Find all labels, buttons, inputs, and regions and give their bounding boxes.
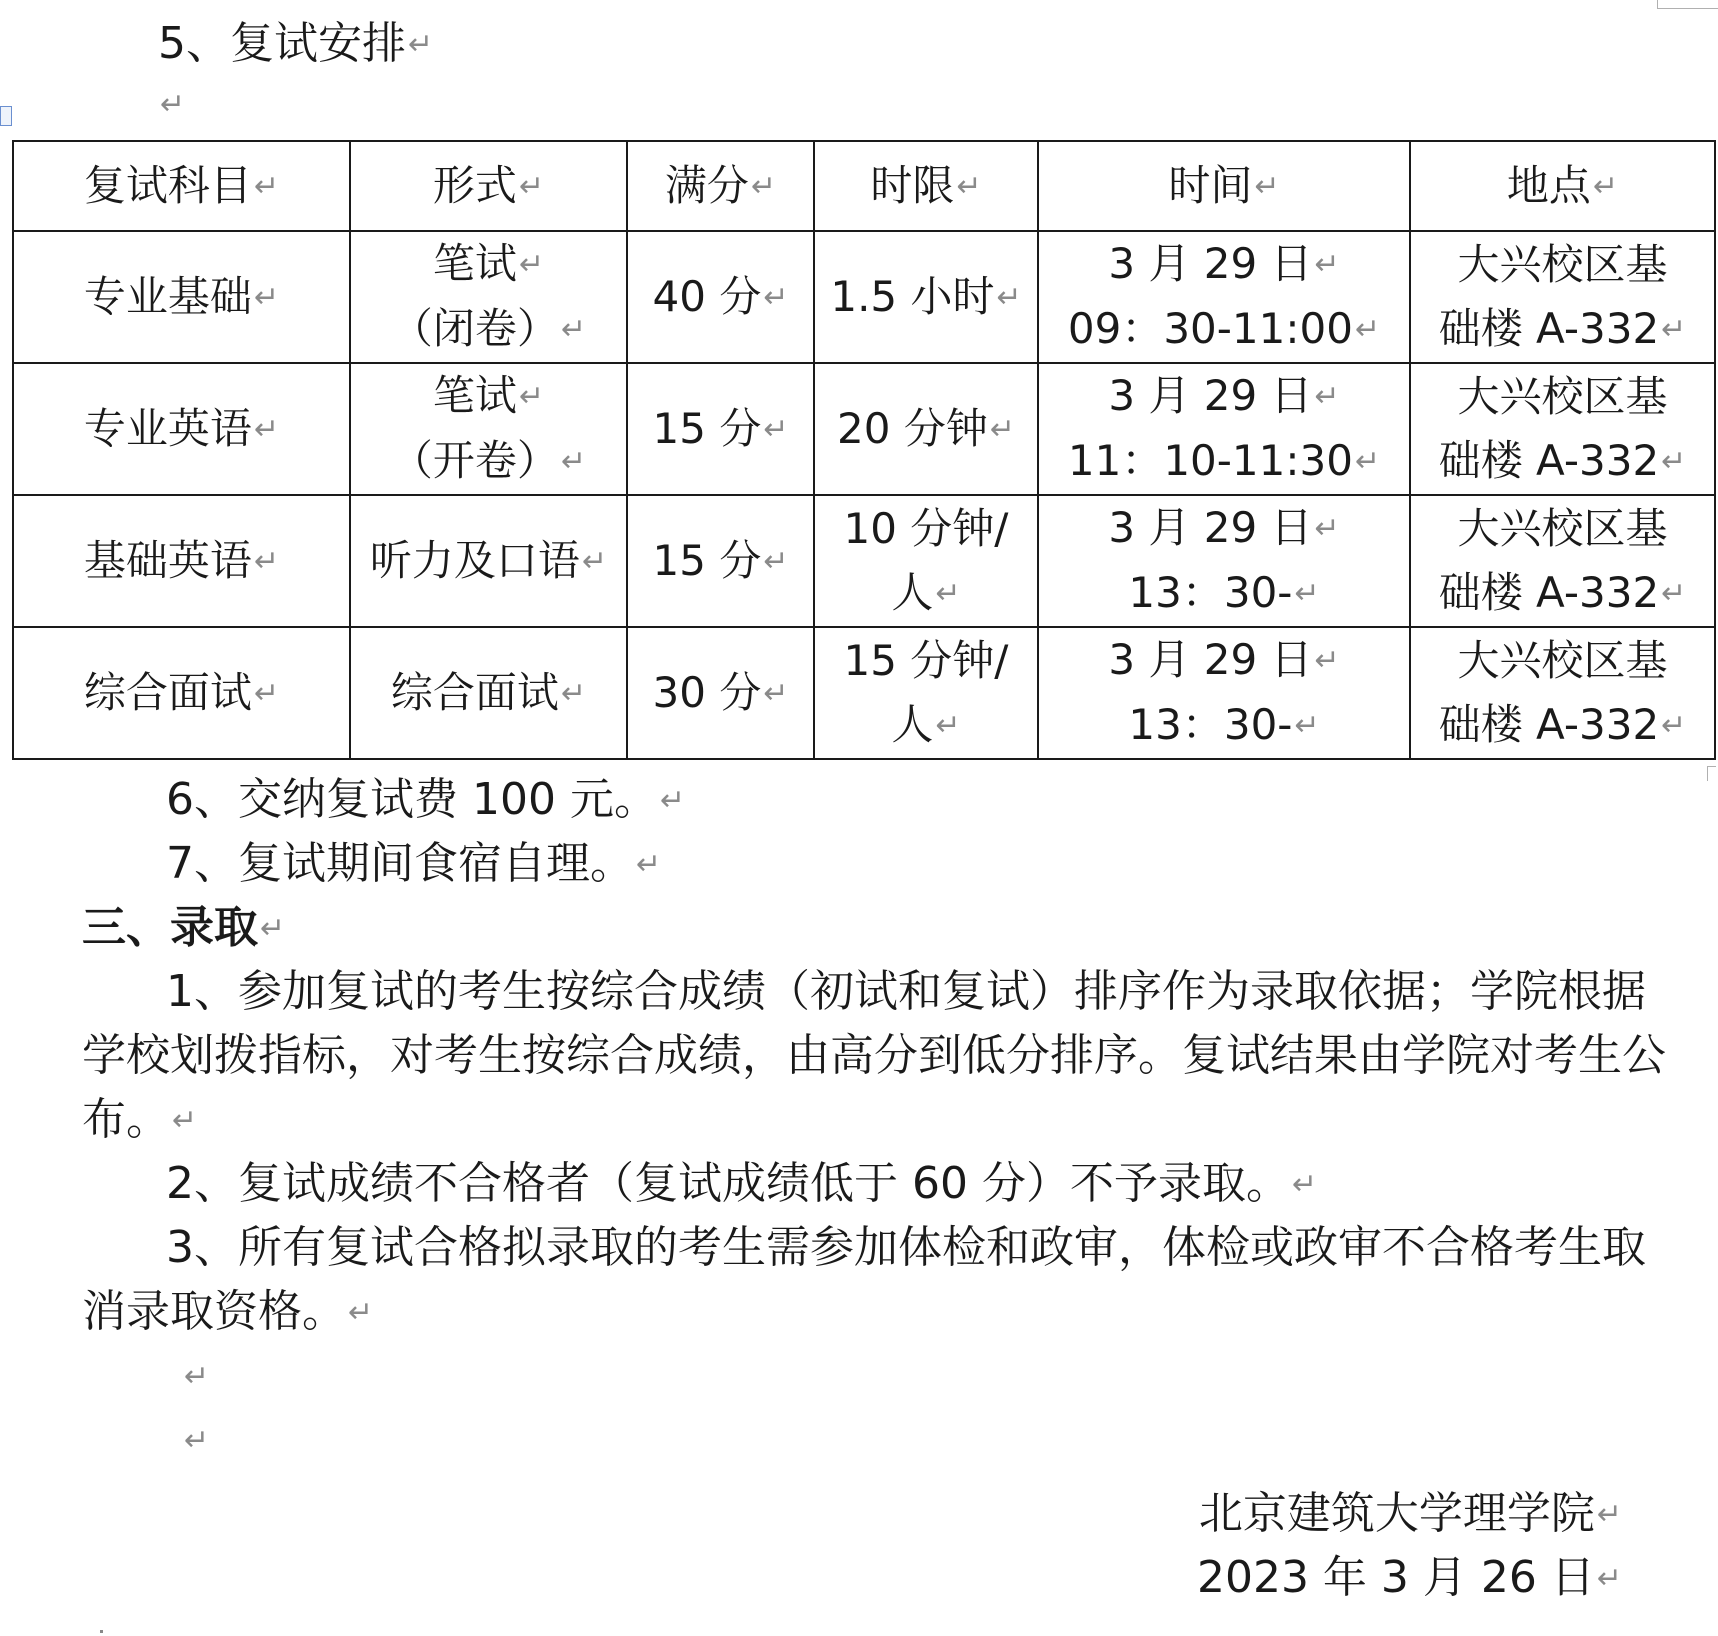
- time-cell: 3 月 29 日↵ 11：10-11:30↵: [1038, 363, 1410, 495]
- table-header-cell: 时间↵: [1038, 141, 1410, 231]
- paragraph-mark-icon: ↵: [260, 911, 286, 946]
- anchor-dot: [100, 1630, 103, 1633]
- paragraph-mark-icon: ↵: [1596, 1561, 1622, 1596]
- table-header-row: [13, 141, 1715, 231]
- table-row: [13, 495, 1715, 627]
- time-cell: 3 月 29 日↵ 09：30-11:00↵: [1038, 231, 1410, 363]
- paragraph-mark-icon: ↵: [636, 847, 662, 882]
- subject-cell: 专业英语↵: [13, 363, 350, 495]
- location-cell: 大兴校区基 础楼 A-332↵: [1410, 495, 1715, 627]
- section3-heading: [82, 898, 285, 959]
- duration-cell: 15 分钟/ 人↵: [814, 627, 1038, 759]
- signature-date: 2023 年 3 月 26 日↵: [1196, 1552, 1622, 1603]
- table-header-cell: 地点↵: [1410, 141, 1715, 231]
- duration-cell: 10 分钟/ 人↵: [814, 495, 1038, 627]
- item6-text: 6、交纳复试费 100 元。: [166, 774, 658, 825]
- admission-p3-line1: 3、所有复试合格拟录取的考生需参加体检和政审，体检或政审不合格考生取: [166, 1222, 1646, 1273]
- paragraph-mark-icon: ↵: [1596, 1497, 1622, 1532]
- admission-p1-line1: 1、参加复试的考生按综合成绩（初试和复试）排序作为录取依据；学院根据: [166, 966, 1646, 1017]
- format-cell: 听力及口语↵: [350, 495, 627, 627]
- location-cell: 大兴校区基 础楼 A-332↵: [1410, 363, 1715, 495]
- empty-paragraph: [182, 1410, 209, 1471]
- table-move-handle-icon[interactable]: [0, 106, 12, 126]
- score-cell: 40 分↵: [627, 231, 814, 363]
- table-row: [13, 627, 1715, 759]
- admission-p3-line2: 消录取资格。↵: [82, 1286, 374, 1337]
- table-row: [13, 363, 1715, 495]
- table-header-cell: 形式↵: [350, 141, 627, 231]
- paragraph-mark-icon: ↵: [172, 1103, 198, 1138]
- score-cell: 15 分↵: [627, 495, 814, 627]
- table-resize-handle-icon[interactable]: [1707, 766, 1716, 781]
- subject-cell: 综合面试↵: [13, 627, 350, 759]
- score-cell: 15 分↵: [627, 363, 814, 495]
- duration-cell: 1.5 小时↵: [814, 231, 1038, 363]
- paragraph-mark-icon: ↵: [184, 1359, 210, 1394]
- location-cell: 大兴校区基 础楼 A-332↵: [1410, 627, 1715, 759]
- section5-heading-text: 5、复试安排: [158, 18, 406, 69]
- item7-text: 7、复试期间食宿自理。: [166, 838, 634, 889]
- paragraph-mark-icon: ↵: [659, 783, 686, 818]
- paragraph-mark-icon: ↵: [408, 27, 434, 62]
- empty-paragraph: [158, 74, 185, 135]
- location-cell: 大兴校区基 础楼 A-332↵: [1410, 231, 1715, 363]
- time-cell: 3 月 29 日↵ 13：30-↵: [1038, 627, 1410, 759]
- format-cell: 综合面试↵: [350, 627, 627, 759]
- section3-heading-text: 三、录取: [82, 902, 258, 953]
- table-header-cell: 满分↵: [627, 141, 814, 231]
- duration-cell: 20 分钟↵: [814, 363, 1038, 495]
- score-cell: 30 分↵: [627, 627, 814, 759]
- schedule-table: [12, 140, 1716, 760]
- signature-org: 北京建筑大学理学院↵: [1198, 1488, 1622, 1539]
- table-header-cell: 复试科目↵: [13, 141, 350, 231]
- table-header-cell: 时限↵: [814, 141, 1038, 231]
- format-cell: 笔试↵ （开卷）↵: [350, 363, 627, 495]
- time-cell: 3 月 29 日↵ 13：30-↵: [1038, 495, 1410, 627]
- empty-paragraph: [182, 1346, 209, 1407]
- admission-p1-line3: 布。↵: [82, 1094, 198, 1145]
- paragraph-mark-icon: ↵: [348, 1295, 374, 1330]
- item7-paragraph: [166, 834, 661, 895]
- paragraph-mark-icon: ↵: [160, 87, 186, 122]
- subject-cell: 基础英语↵: [13, 495, 350, 627]
- paragraph-mark-icon: ↵: [1291, 1167, 1318, 1202]
- paragraph-mark-icon: ↵: [184, 1423, 210, 1458]
- table-row: [13, 231, 1715, 363]
- item6-paragraph: [166, 770, 685, 831]
- page-corner-marker: [1657, 0, 1718, 9]
- admission-p2: 2、复试成绩不合格者（复试成绩低于 60 分）不予录取。↵: [166, 1158, 1318, 1209]
- subject-cell: 专业基础↵: [13, 231, 350, 363]
- format-cell: 笔试↵ （闭卷）↵: [350, 231, 627, 363]
- section5-heading: [158, 14, 433, 75]
- admission-p1-line2: 学校划拨指标，对考生按综合成绩，由高分到低分排序。复试结果由学院对考生公: [82, 1030, 1666, 1081]
